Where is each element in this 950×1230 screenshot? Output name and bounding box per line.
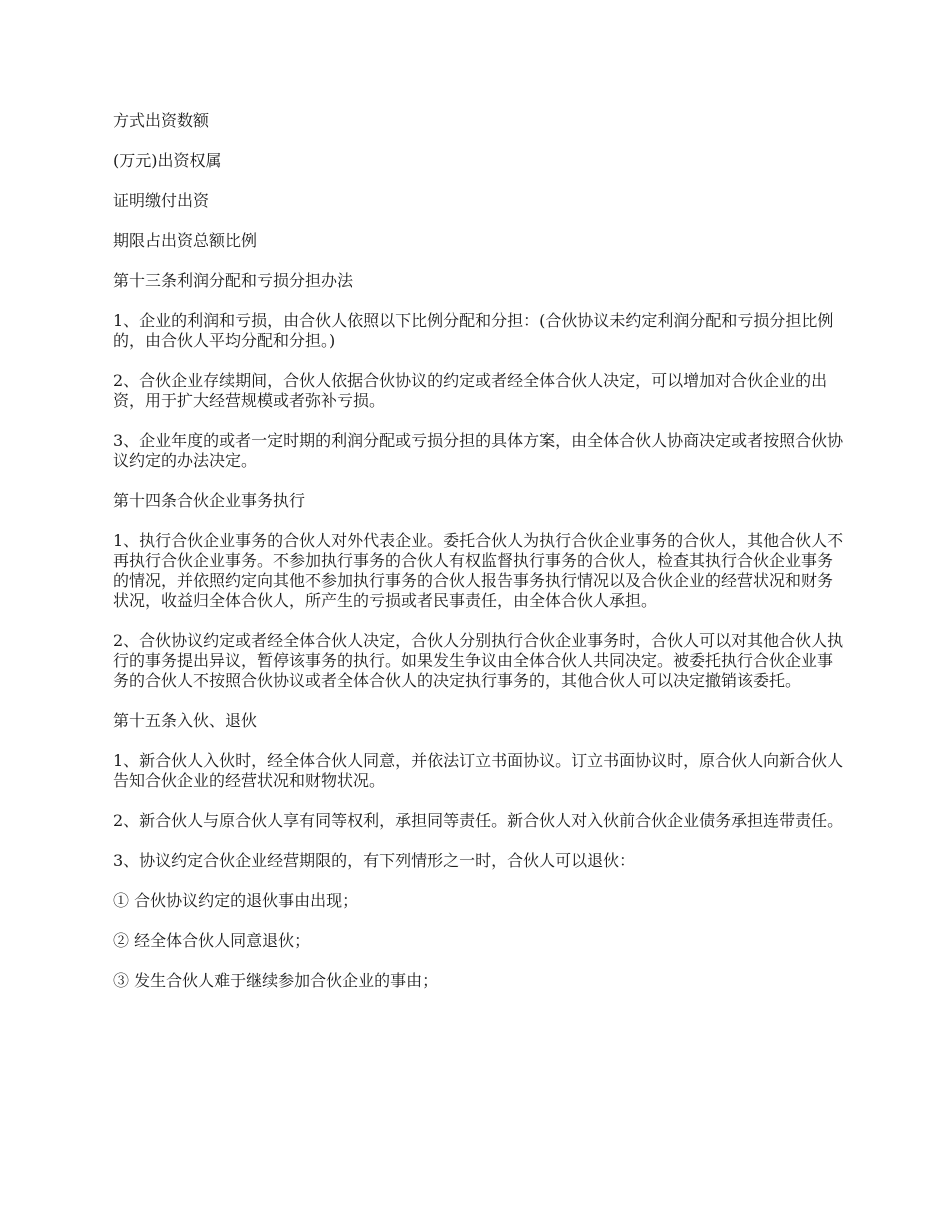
paragraph-15-2: 2、新合伙人与原合伙人享有同等权利，承担同等责任。新合伙人对入伙前合伙企业债务承担连带责任。 [113,811,844,830]
paragraph-14-2: 2、合伙协议约定或者经全体合伙人决定，合伙人分别执行合伙企业事务时，合伙人可以对其他合伙人执行的事务提出异议，暂停该事务的执行。如果发生争议由全体合伙人共同决定。被委托执行合伙企业事务的合伙人不按照合伙协议或者全体合伙人的决定执行事务的，其他合伙人可以决定撤销该委托。 [113,631,844,690]
paragraph-capital-ownership: (万元)出资权属 [113,151,222,170]
paragraph-capital-proof: 证明缴付出资 [113,191,210,210]
heading-article-14: 第十四条合伙企业事务执行 [113,491,306,510]
paragraph-13-1: 1、企业的利润和亏损，由合伙人依照以下比例分配和分担：(合伙协议未约定利润分配和亏损分担比例的，由合伙人平均分配和分担。) [113,311,834,350]
paragraph-13-2: 2、合伙企业存续期间，合伙人依据合伙协议的约定或者经全体合伙人决定，可以增加对合伙企业的出资，用于扩大经营规模或者弥补亏损。 [113,371,828,410]
document-page [113,111,848,1011]
heading-article-13: 第十三条利润分配和亏损分担办法 [113,271,354,290]
paragraph-15-1: 1、新合伙人入伙时，经全体合伙人同意，并依法订立书面协议。订立书面协议时，原合伙人向新合伙人告知合伙企业的经营状况和财物状况。 [113,751,844,790]
paragraph-13-3: 3、企业年度的或者一定时期的利润分配或亏损分担的具体方案，由全体合伙人协商决定或者按照合伙协议约定的办法决定。 [113,431,844,470]
list-item-withdrawal-3: ③ 发生合伙人难于继续参加合伙企业的事由； [113,971,439,990]
paragraph-capital-ratio: 期限占出资总额比例 [113,231,258,250]
list-item-withdrawal-1: ① 合伙协议约定的退伙事由出现； [113,891,359,910]
heading-article-15: 第十五条入伙、退伙 [113,711,258,730]
paragraph-14-1: 1、执行合伙企业事务的合伙人对外代表企业。委托合伙人为执行合伙企业事务的合伙人，其他合伙人不再执行合伙企业事务。不参加执行事务的合伙人有权监督执行事务的合伙人，检查其执行合伙企业事务的情况，并依照约定向其他不参加执行事务的合伙人报告事务执行情况以及合伙企业的经营状况和财务状况，收益归全体合伙人，所产生的亏损或者民事责任，由全体合伙人承担。 [113,531,844,610]
paragraph-15-3: 3、协议约定合伙企业经营期限的，有下列情形之一时，合伙人可以退伙： [113,851,636,870]
list-item-withdrawal-2: ② 经全体合伙人同意退伙； [113,931,311,950]
paragraph-capital-method: 方式出资数额 [113,111,210,130]
